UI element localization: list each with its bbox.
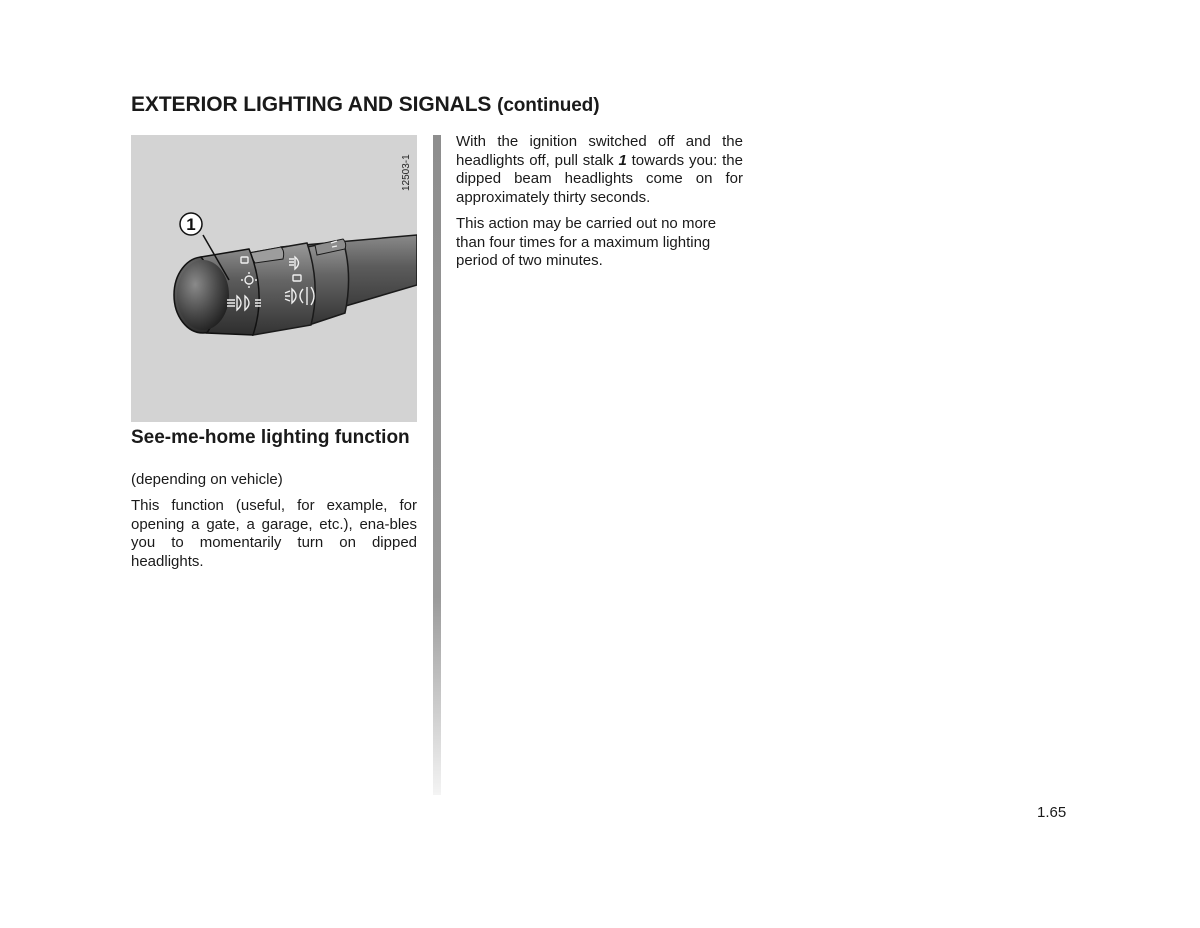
page-title-text: EXTERIOR LIGHTING AND SIGNALS [131, 93, 492, 116]
stalk-illustration [131, 135, 417, 422]
right-column [456, 133, 743, 279]
paragraph-instructions [456, 133, 743, 207]
figure-reference: 12503-1 [401, 154, 412, 191]
section-note: (depending on vehicle) [131, 471, 283, 488]
page-title-suffix: (continued) [497, 95, 600, 116]
column-divider [433, 135, 441, 795]
page-number: 1.65 [1037, 804, 1067, 821]
section-heading: See-me-home lighting function [131, 427, 410, 448]
callout-number: 1 [186, 215, 196, 234]
stalk-reference: 1 [618, 151, 627, 169]
section-body: This function (useful, for example, for opening a gate, a garage, etc.), ena-bles you to momentarily turn on dipped headlights. [131, 497, 417, 570]
paragraph-limit: This action may be carried out no more than four times for a maximum lighting period of two minutes. [456, 215, 717, 269]
lighting-stalk-drawing [131, 135, 417, 422]
instructions-part-2: towards you: the dipped beam headlights come on for approximately thirty seconds. [456, 151, 743, 206]
page-title [131, 93, 599, 117]
instructions-part-1: With the ignition switched off and the headlights off, pull stalk [456, 133, 743, 169]
